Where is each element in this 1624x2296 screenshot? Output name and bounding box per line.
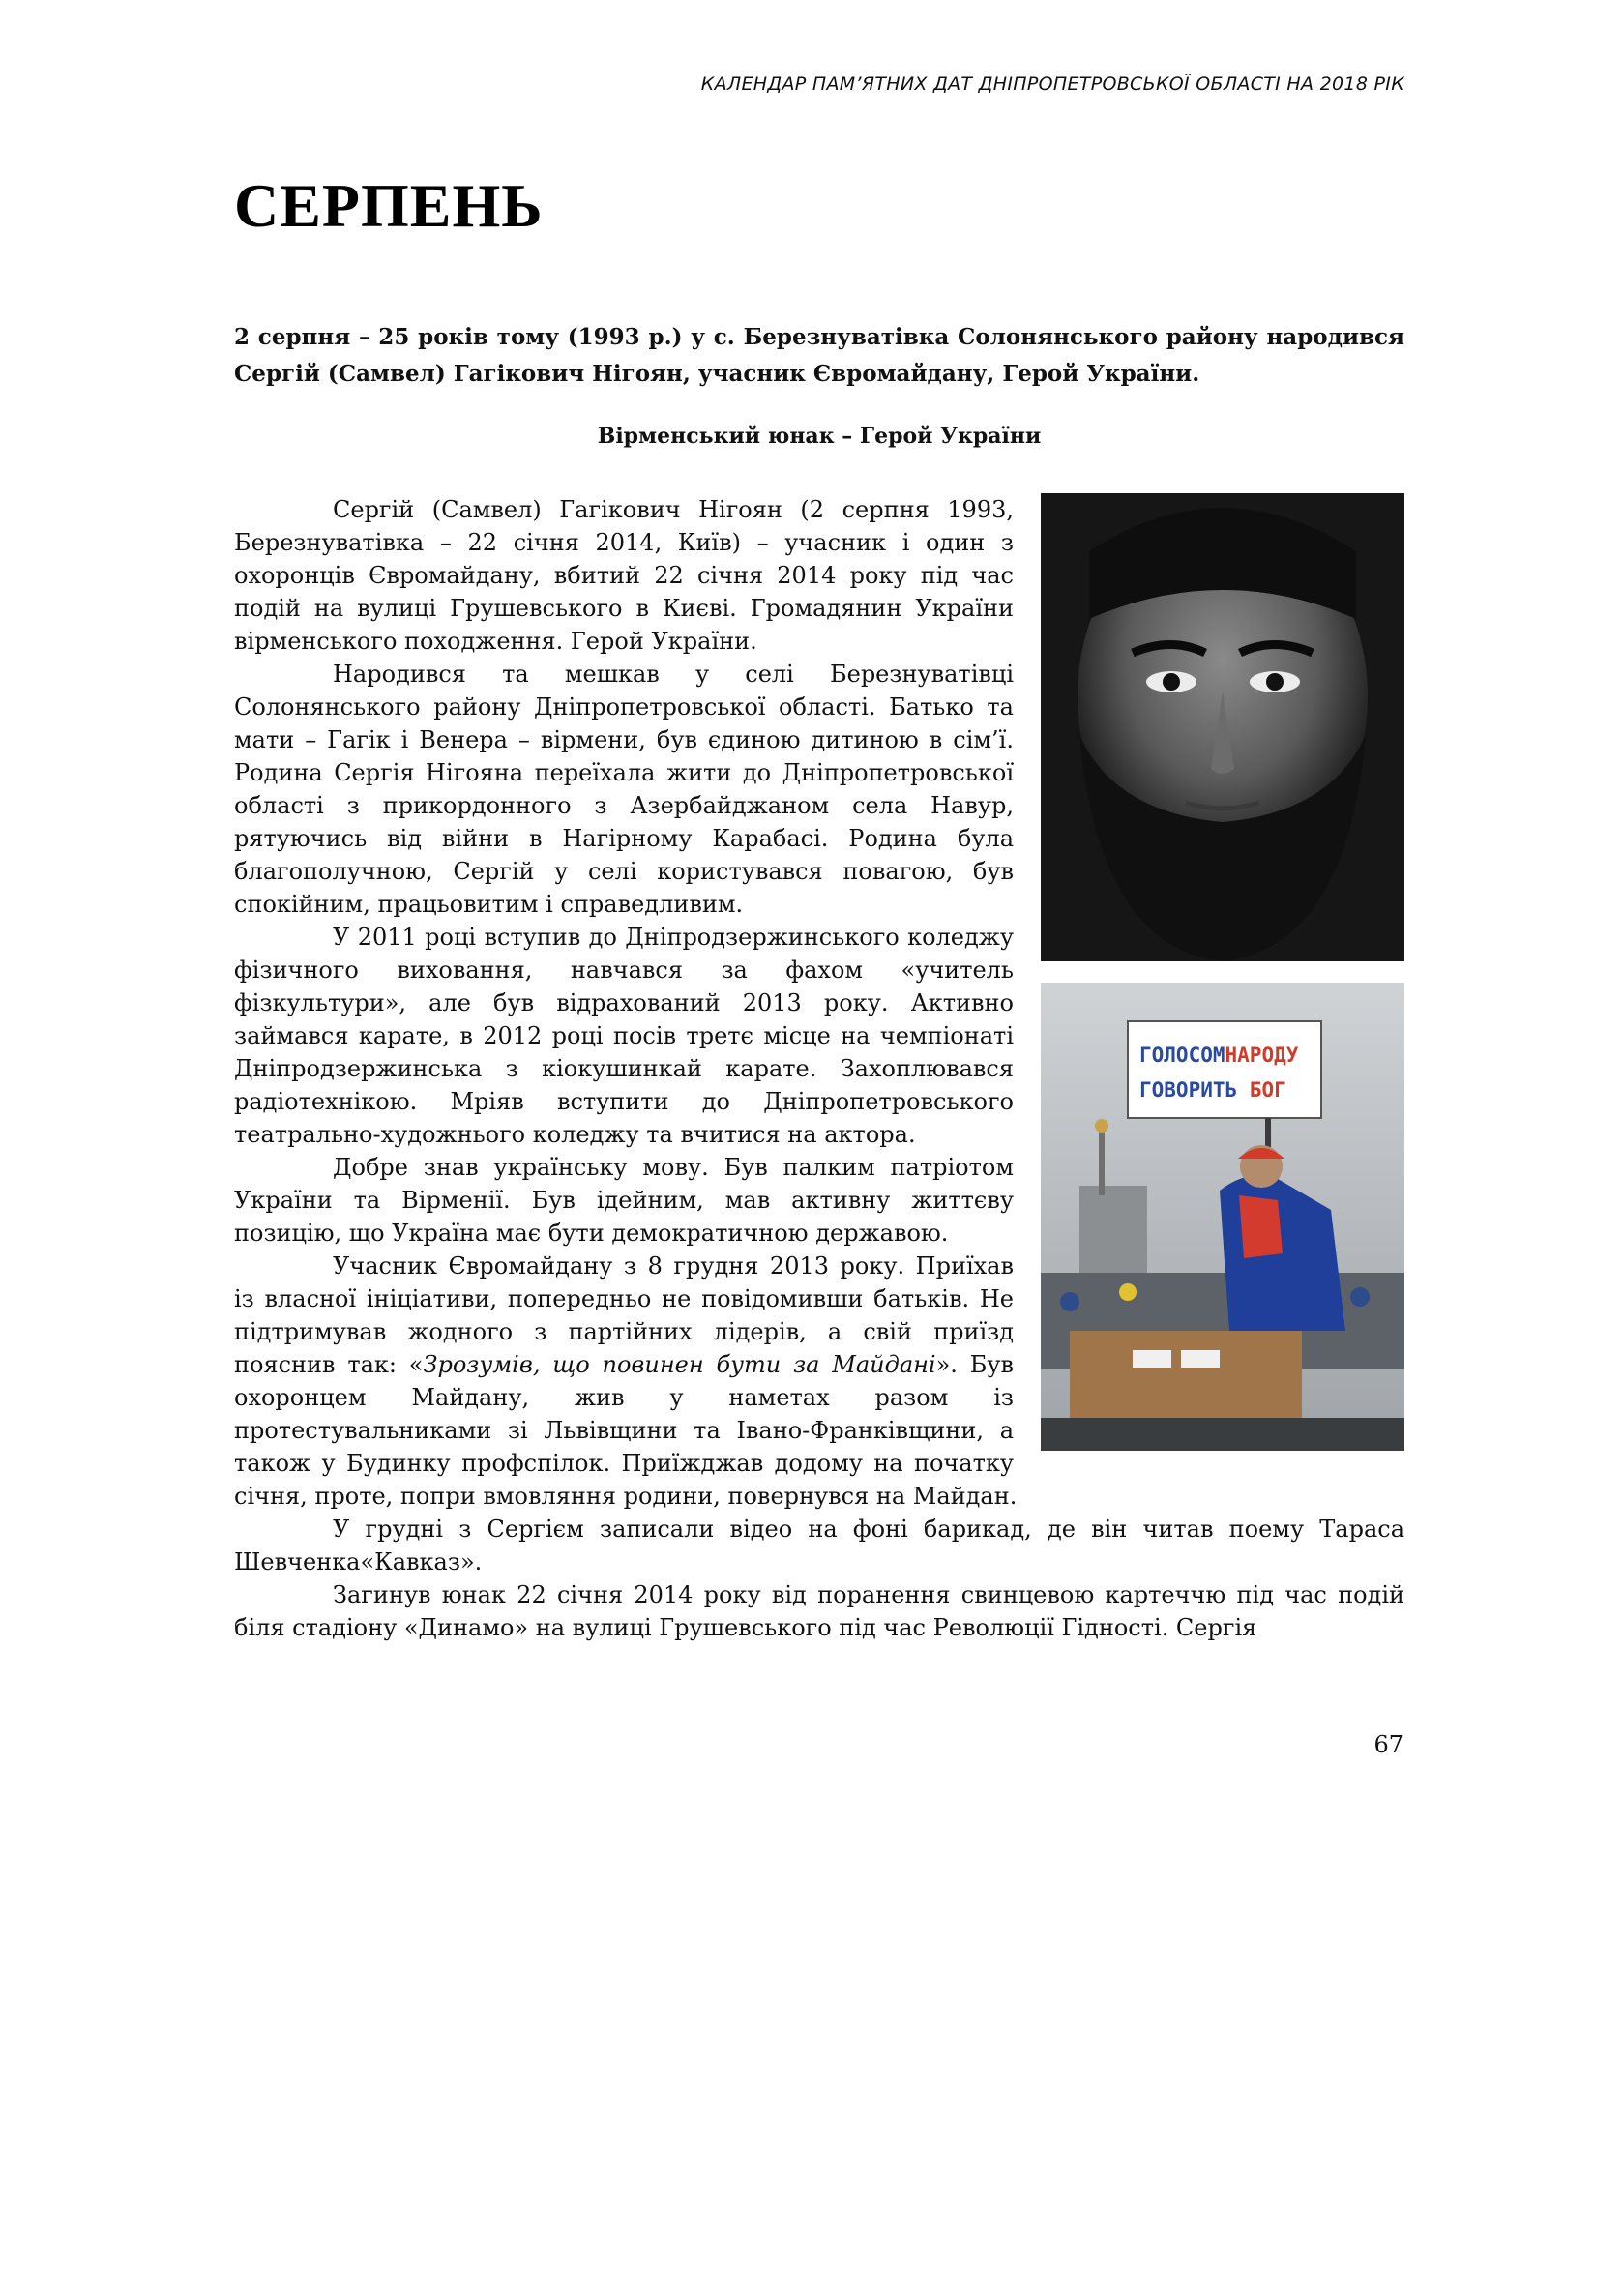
- paragraph: Народився та мешкав у селі Березнуватівці Солонянського району Дніпропетровської області. Батько та мати – Гагік і Венера – вірмени, був єдиною дитиною в сім’ї. Родина Сергія Нігояна переїхала жити до Дніпропетровської області з прикордонного з Азербайджаном села Навур, рятуючись від війни в Нагірному Карабасі. Родина була благополучною, Сергій у селі користувався повагою, був спокійним, працьовитим і справедливим.: [234, 661, 1014, 918]
- paragraph: У грудні з Сергієм записали відео на фоні барикад, де він читав поему Тараса Шевченка«Кавказ».: [234, 1516, 1404, 1575]
- paragraph: Сергій (Самвел) Гагікович Нігоян (2 серпня 1993, Березнуватівка – 22 січня 2014, Київ) – учасник і один з охоронців Євромайдану, вбитий 22 січня 2014 року під час подій на вулиці Грушевського в Києві. Громадянин України вірменського походження. Герой України.: [234, 496, 1014, 655]
- paragraph: Загинув юнак 22 січня 2014 року від поранення свинцевою картеччю під час подій біля стадіону «Динамо» на вулиці Грушевського під час Революції Гідності. Сергія: [234, 1581, 1404, 1641]
- protest-sign-text: НАРОДУ: [1225, 1044, 1299, 1067]
- quote-text: Зрозумів, що повинен бути за Майдані: [423, 1351, 936, 1378]
- event-lead: 2 серпня – 25 років тому (1993 р.) у с. Березнуватівка Солонянського району народився Сергій (Самвел) Гагікович Нігоян, учасник Євромайдану, Герой України.: [234, 324, 1404, 387]
- paragraph: Добре знав українську мову. Був палким патріотом України та Вірменії. Був ідейним, мав активну життєву позицію, що Україна має бути демократичною державою.: [234, 1154, 1014, 1247]
- svg-text:ГОВОРИТЬ БОГ: [1139, 1078, 1286, 1102]
- month-title: СЕРПЕНЬ: [234, 171, 544, 240]
- protest-sign-text: БОГ: [1249, 1078, 1286, 1102]
- svg-text:ГОЛОСОМНАРОДУ: [1139, 1044, 1299, 1067]
- portrait-photo: [1041, 493, 1404, 961]
- paragraph-text: ». Був охоронцем Майдану, жив у наметах разом із протестувальниками зі Львівщини та Івано-Франківщини, а також у Будинку профспілок. Приїжджав додому на початку січня, проте, попри вмовляння родини, повернувся на Майдан.: [234, 1351, 1018, 1510]
- protest-photo: [1041, 983, 1404, 1451]
- paragraph: У 2011 році вступив до Дніпродзержинського коледжу фізичного виховання, навчався за фахом «учитель фізкультури», але був відрахований 2013 року. Активно займався карате, в 2012 році посів третє місце на чемпіонаті Дніпродзержинська з кіокушинкай карате. Захоплювався радіотехнікою. Мріяв вступити до Дніпропетровського театрально-художнього коледжу та вчитися на актора.: [234, 924, 1014, 1148]
- article-subtitle: Вірменський юнак – Герой України: [597, 424, 1042, 449]
- running-header: КАЛЕНДАР ПАМ’ЯТНИХ ДАТ ДНІПРОПЕТРОВСЬКОЇ ОБЛАСТІ НА 2018 РІК: [700, 74, 1404, 95]
- photo-column: [1041, 493, 1404, 1451]
- article-body: [234, 493, 1404, 1644]
- protest-sign-text: ГОВОРИТЬ: [1139, 1078, 1250, 1102]
- page-number: 67: [1373, 1731, 1403, 1758]
- paragraph-text: Учасник Євромайдану з 8 грудня 2013 року. Приїхав із власної ініціативи, попередньо не повідомивши батьків. Не підтримував жодного з партійних лідерів, а свій приїзд пояснив так: «: [234, 1252, 1014, 1378]
- protest-sign-text: ГОЛОСОМ: [1139, 1044, 1225, 1067]
